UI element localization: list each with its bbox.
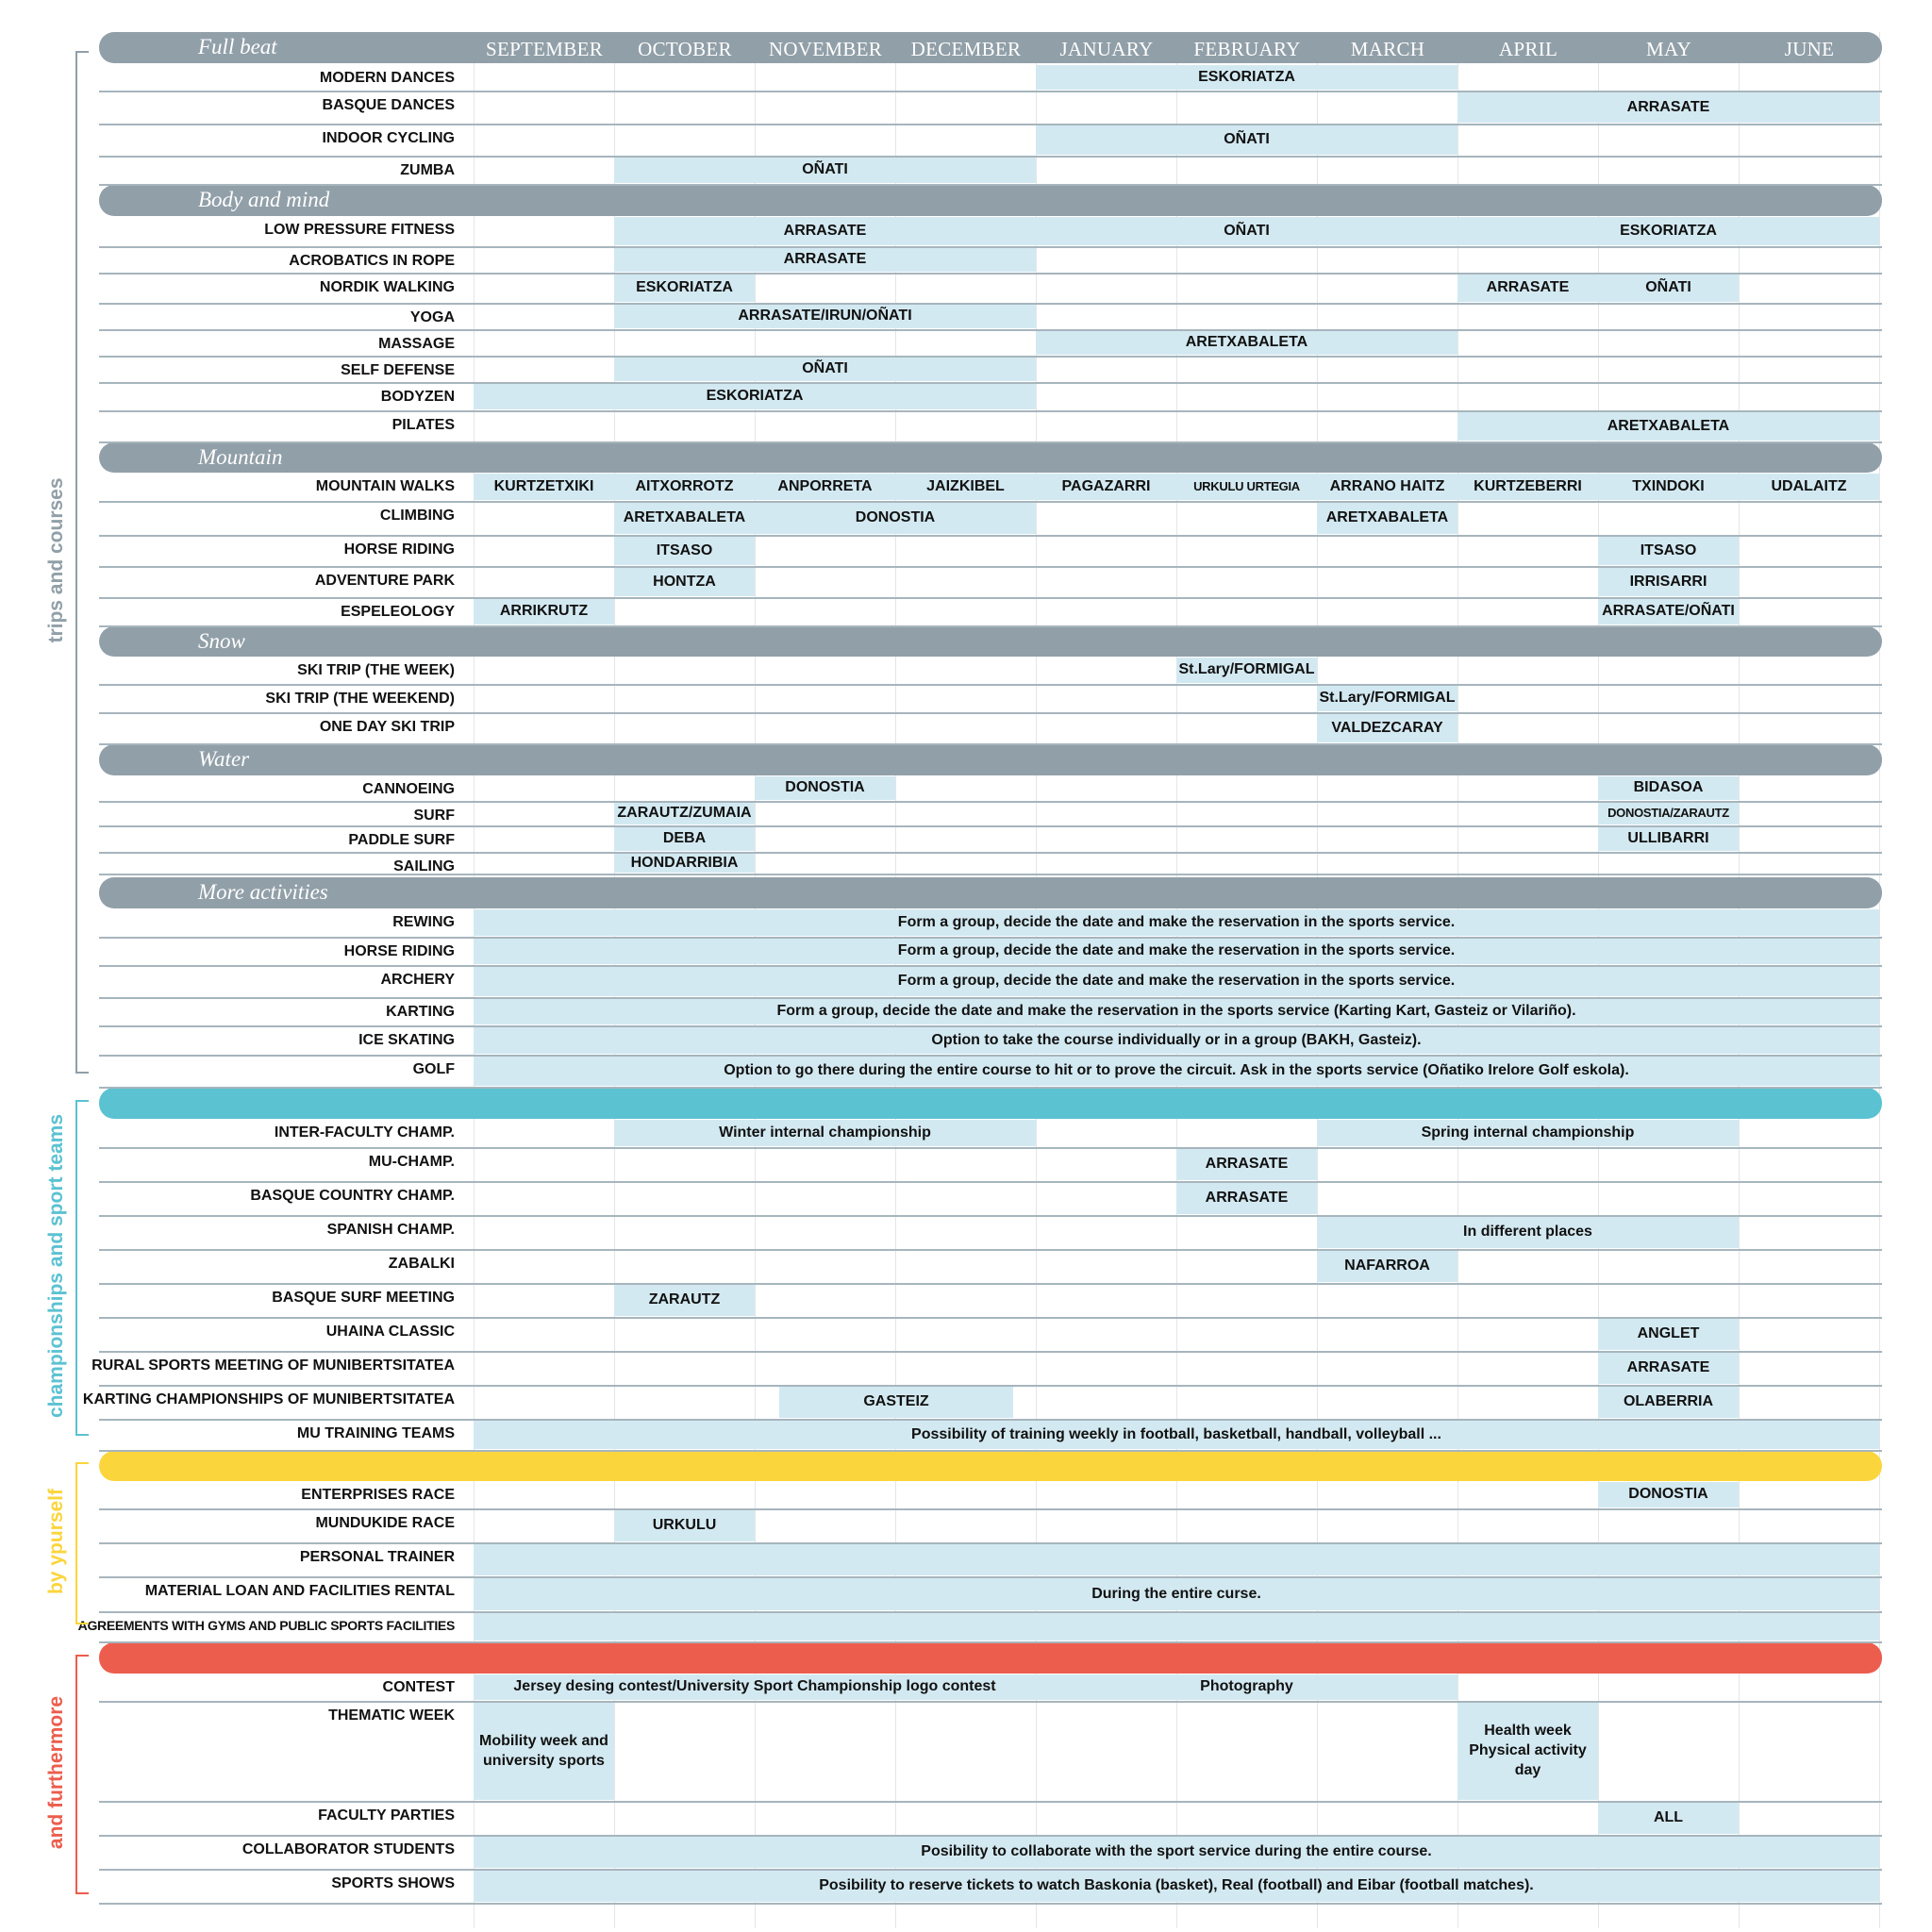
activity-cell: AITXORROTZ (614, 474, 755, 500)
activity-label: CANNOEING (362, 781, 455, 797)
activity-cell: In different places (1317, 1217, 1739, 1248)
activity-cell: ARETXABALETA (1317, 503, 1457, 534)
row-divider (99, 625, 1882, 627)
section-band (99, 626, 1882, 657)
activity-label: ZUMBA (400, 162, 455, 178)
activity-cell: ZARAUTZ/ZUMAIA (614, 803, 755, 824)
activity-cell: DONOSTIA (1598, 1482, 1739, 1507)
activity-cell: UDALAITZ (1739, 474, 1879, 500)
month-header: JANUARY (1059, 38, 1154, 60)
activity-cell: DONOSTIA (755, 503, 1036, 534)
row-divider (99, 1147, 1882, 1149)
activity-cell: ARRASATE (1176, 1149, 1317, 1180)
row-divider (99, 124, 1882, 125)
activity-cell: ZARAUTZ (614, 1285, 755, 1316)
activity-label: KARTING (386, 1004, 455, 1020)
section-band (99, 744, 1882, 775)
activity-label: MU TRAINING TEAMS (296, 1425, 455, 1441)
activity-cell: ANGLET (1598, 1319, 1739, 1350)
activity-cell: ULLIBARRI (1598, 827, 1739, 851)
activity-cell: Form a group, decide the date and make the reservation in the sports service. (474, 909, 1879, 936)
activity-cell: ARETXABALETA (1457, 412, 1879, 441)
activity-label: RURAL SPORTS MEETING OF MUNIBERTSITATEA (92, 1357, 455, 1374)
activity-cell: GASTEIZ (779, 1387, 1013, 1418)
activity-cell: ESKORIATZA (474, 384, 1036, 409)
activity-cell: Mobility week and university sports (474, 1703, 614, 1800)
activity-cell: Health week Physical activity day (1457, 1703, 1598, 1800)
activity-label: BASQUE COUNTRY CHAMP. (250, 1188, 455, 1204)
section-label: trips and courses (45, 472, 68, 648)
activity-cell: DEBA (614, 827, 755, 851)
activity-cell: TXINDOKI (1598, 474, 1739, 500)
row-divider (99, 1249, 1882, 1251)
activity-cell (474, 1544, 1879, 1575)
month-header: OCTOBER (638, 38, 732, 60)
band-title: Snow (198, 629, 245, 653)
activity-label: SPANISH CHAMP. (326, 1222, 455, 1238)
activity-label: ENTERPRISES RACE (301, 1487, 455, 1503)
activity-cell: ARRASATE (1176, 1183, 1317, 1214)
row-divider (99, 852, 1882, 854)
activity-cell: OÑATI (1036, 217, 1457, 245)
activity-cell: ARRASATE (1457, 275, 1598, 302)
activity-cell: OLABERRIA (1598, 1387, 1739, 1418)
band-title: Full beat (198, 35, 277, 58)
row-divider (99, 1450, 1882, 1452)
activity-cell: Form a group, decide the date and make the reservation in the sports service. (474, 939, 1879, 964)
activity-label: MATERIAL LOAN AND FACILITIES RENTAL (144, 1583, 455, 1599)
activity-label: ESPELEOLOGY (341, 604, 455, 620)
activity-cell: Form a group, decide the date and make the reservation in the sports service. (474, 967, 1879, 996)
activity-label: SELF DEFENSE (341, 362, 455, 378)
activity-cell: ANPORRETA (755, 474, 895, 500)
activity-cell: ARRASATE/OÑATI (1598, 599, 1739, 625)
month-gridline (1879, 32, 1880, 1928)
activity-label: AGREEMENTS WITH GYMS AND PUBLIC SPORTS FACILITIES (77, 1618, 455, 1633)
activity-cell: DONOSTIA (755, 776, 895, 800)
activity-label: UHAINA CLASSIC (325, 1324, 455, 1340)
activity-cell: ARRASATE/IRUN/OÑATI (614, 305, 1036, 328)
activity-cell: OÑATI (614, 358, 1036, 381)
band-title: Mountain (198, 445, 283, 469)
activity-cell: Possibility of training weekly in football, basketball, handball, volleyball ... (474, 1421, 1879, 1449)
activity-label: INDOOR CYCLING (322, 130, 455, 146)
row-divider (99, 1641, 1882, 1643)
activity-label: ADVENTURE PARK (314, 573, 455, 589)
band-title: More activities (198, 880, 328, 904)
activity-cell: ARETXABALETA (614, 503, 755, 534)
activity-label: GOLF (412, 1061, 455, 1077)
activity-label: PERSONAL TRAINER (299, 1549, 455, 1565)
activity-cell: JAIZKIBEL (895, 474, 1036, 500)
activity-label: SKI TRIP (THE WEEKEND) (265, 691, 455, 707)
activity-cell: ESKORIATZA (1036, 65, 1457, 90)
section-bracket (75, 51, 89, 1074)
activity-cell: HONTZA (614, 568, 755, 596)
activity-label: BASQUE SURF MEETING (272, 1290, 455, 1306)
month-header: FEBRUARY (1193, 38, 1301, 60)
activity-cell: Posibility to reserve tickets to watch Baskonia (basket), Real (football) and Eibar (football matches). (474, 1871, 1879, 1902)
activity-label: SAILING (393, 858, 455, 874)
activity-label: INTER-FACULTY CHAMP. (274, 1124, 455, 1141)
activity-label: SURF (413, 808, 455, 824)
activity-cell: OÑATI (1598, 275, 1739, 302)
activity-label: CONTEST (382, 1679, 455, 1695)
row-divider (99, 1181, 1882, 1183)
activity-cell: Form a group, decide the date and make the reservation in the sports service (Karting Kart, Gasteiz or Vilariño). (474, 999, 1879, 1024)
month-header: MAY (1646, 38, 1691, 60)
activity-cell: ARRIKRUTZ (474, 599, 614, 625)
activity-cell: HONDARRIBIA (614, 854, 755, 873)
activity-label: FACULTY PARTIES (318, 1807, 455, 1824)
activity-label: COLLABORATOR STUDENTS (242, 1841, 455, 1857)
activity-label: ZABALKI (388, 1256, 455, 1272)
activity-cell: ARETXABALETA (1036, 331, 1457, 355)
section-band (99, 442, 1882, 473)
row-divider (99, 1283, 1882, 1285)
activity-cell: DONOSTIA/ZARAUTZ (1598, 803, 1739, 824)
activity-cell: ARRASATE (1457, 92, 1879, 123)
section-label: by ypurself (45, 1483, 68, 1600)
activity-label: MUNDUKIDE RACE (315, 1515, 455, 1531)
activity-cell: Jersey desing contest/University Sport Championship logo contest (474, 1674, 1036, 1700)
activity-cell: NAFARROA (1317, 1251, 1457, 1282)
activity-cell: ESKORIATZA (1457, 217, 1879, 245)
activity-cell: St.Lary/FORMIGAL (1317, 686, 1457, 711)
row-divider (99, 743, 1882, 745)
activity-cell: Spring internal championship (1317, 1120, 1739, 1146)
activity-cell: OÑATI (614, 158, 1036, 183)
activity-label: SKI TRIP (THE WEEK) (297, 662, 455, 678)
row-divider (99, 1701, 1882, 1703)
activity-label: CLIMBING (379, 508, 455, 524)
activity-cell: ARRASATE (614, 248, 1036, 272)
activity-cell: ARRASATE (614, 217, 1036, 245)
activity-label: BASQUE DANCES (322, 97, 455, 113)
activity-label: SPORTS SHOWS (331, 1875, 455, 1891)
month-header: NOVEMBER (768, 38, 883, 60)
row-divider (99, 329, 1882, 331)
section-band (99, 1642, 1882, 1674)
activity-label: NORDIK WALKING (319, 279, 455, 295)
activity-cell (474, 1613, 1879, 1641)
activity-label: YOGA (409, 309, 455, 325)
activity-cell: St.Lary/FORMIGAL (1176, 658, 1317, 683)
activity-cell: VALDEZCARAY (1317, 714, 1457, 742)
row-divider (99, 441, 1882, 443)
activity-label: ICE SKATING (358, 1032, 455, 1048)
activity-label: LOW PRESSURE FITNESS (264, 222, 455, 238)
activity-cell: ITSASO (1598, 537, 1739, 565)
activity-label: MASSAGE (378, 336, 455, 352)
activity-cell: Option to go there during the entire course to hit or to prove the circuit. Ask in the sports service (Oñatiko Irelore Golf eskola). (474, 1057, 1879, 1086)
row-divider (99, 712, 1882, 714)
section-bracket (75, 1100, 89, 1436)
month-header: DECEMBER (910, 38, 1022, 60)
activity-cell: ARRANO HAITZ (1317, 474, 1457, 500)
month-header: APRIL (1498, 38, 1558, 60)
activity-label: KARTING CHAMPIONSHIPS OF MUNIBERTSITATEA (82, 1391, 455, 1407)
section-bracket (75, 1655, 89, 1894)
section-band (99, 877, 1882, 908)
band-title: Body and mind (198, 188, 330, 211)
activity-cell: ESKORIATZA (614, 275, 755, 302)
row-divider (99, 184, 1882, 186)
activity-cell: PAGAZARRI (1036, 474, 1176, 500)
activity-cell: KURTZEBERRI (1457, 474, 1598, 500)
activity-label: ARCHERY (380, 972, 455, 988)
section-band (99, 1451, 1882, 1481)
section-band (99, 185, 1882, 216)
activity-cell: URKULU (614, 1510, 755, 1541)
band-title: Water (198, 747, 250, 771)
activity-label: ACROBATICS IN ROPE (289, 253, 455, 269)
row-divider (99, 1087, 1882, 1089)
activity-cell: Posibility to collaborate with the sport service during the entire course. (474, 1837, 1879, 1868)
activity-label: MODERN DANCES (319, 70, 455, 86)
section-band (99, 1088, 1882, 1119)
section-bracket (75, 1462, 89, 1624)
row-divider (99, 1903, 1882, 1905)
activity-cell: OÑATI (1036, 125, 1457, 155)
activity-cell: Winter internal championship (614, 1120, 1036, 1146)
activity-label: PADDLE SURF (348, 832, 455, 848)
section-label: championships and sport teams (45, 1108, 68, 1424)
row-divider (99, 874, 1882, 875)
activity-cell: URKULU URTEGIA (1176, 474, 1317, 500)
activity-cell: Photography (1036, 1674, 1457, 1700)
activity-label: BODYZEN (380, 389, 455, 405)
section-label: and furthermore (45, 1690, 68, 1855)
activity-cell: IRRISARRI (1598, 568, 1739, 596)
activity-cell: ALL (1598, 1803, 1739, 1834)
activity-label: THEMATIC WEEK (328, 1707, 455, 1724)
activity-label: ONE DAY SKI TRIP (319, 719, 455, 735)
activity-cell: KURTZETXIKI (474, 474, 614, 500)
month-header: MARCH (1350, 38, 1425, 60)
row-divider (99, 684, 1882, 686)
activity-label: REWING (392, 914, 455, 930)
month-header: JUNE (1784, 38, 1835, 60)
month-header: SEPTEMBER (485, 38, 604, 60)
activity-cell: During the entire curse. (474, 1578, 1879, 1610)
activity-cell: BIDASOA (1598, 776, 1739, 800)
activity-cell: ITSASO (614, 537, 755, 565)
activity-label: MU-CHAMP. (368, 1154, 455, 1170)
row-divider (99, 1508, 1882, 1510)
activity-label: HORSE RIDING (343, 541, 455, 558)
activity-label: HORSE RIDING (343, 943, 455, 959)
activity-cell: Option to take the course individually or in a group (BAKH, Gasteiz). (474, 1027, 1879, 1054)
activity-label: MOUNTAIN WALKS (315, 478, 455, 494)
activity-cell: ARRASATE (1598, 1353, 1739, 1384)
activity-label: PILATES (391, 417, 455, 433)
